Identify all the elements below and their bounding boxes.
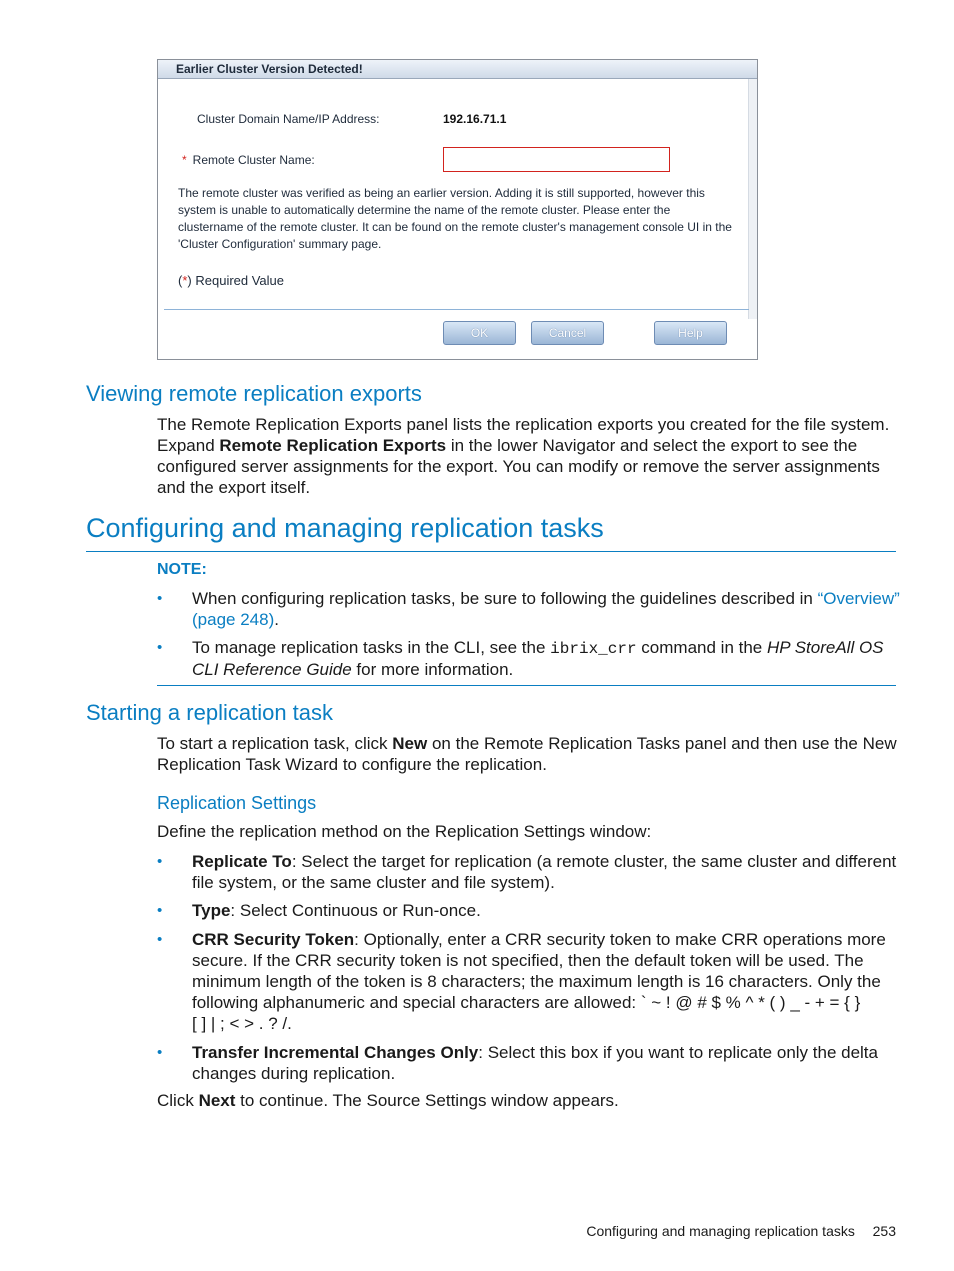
- help-button[interactable]: Help: [654, 321, 727, 345]
- bullet-icon: •: [157, 931, 163, 948]
- item-incremental-line-1: Transfer Incremental Changes Only: Select this box if you want to replicate only the delta: [192, 1043, 878, 1062]
- cli-command: ibrix_crr: [550, 640, 637, 658]
- required-marker: *: [182, 273, 188, 288]
- settings-outro: Click Next to continue. The Source Settings window appears.: [157, 1091, 619, 1110]
- ok-button[interactable]: OK: [443, 321, 516, 345]
- item-token-line-3: minimum length of the token is 8 characters; the maximum length is 16 characters. Only the: [192, 972, 881, 991]
- exports-heading: Viewing remote replication exports: [86, 381, 422, 406]
- footer-section-title: Configuring and managing replication tasks: [586, 1223, 855, 1239]
- note-bullet-1-line-2: (page 248).: [192, 610, 279, 629]
- dialog-title: Earlier Cluster Version Detected!: [158, 60, 757, 79]
- bullet-icon: •: [157, 639, 163, 656]
- cancel-button[interactable]: Cancel: [531, 321, 604, 345]
- bullet-icon: •: [157, 902, 163, 919]
- note-bullet-2-line-1: To manage replication tasks in the CLI, see the ibrix_crr command in the HP StoreAll OS: [192, 638, 884, 658]
- exports-line-4: and the export itself.: [157, 478, 311, 497]
- item-token-line-5: [ ] | ; < > . ? /.: [192, 1014, 292, 1033]
- page-ref-link[interactable]: (page 248): [192, 610, 275, 629]
- settings-intro: Define the replication method on the Replication Settings window:: [157, 822, 652, 841]
- domain-value: 192.16.71.1: [443, 112, 507, 126]
- cluster-version-dialog: [157, 59, 758, 360]
- item-token-line-1: CRR Security Token: Optionally, enter a CRR security token to make CRR operations more: [192, 930, 886, 949]
- overview-link[interactable]: “Overview”: [817, 589, 900, 608]
- required-star-icon: *: [182, 153, 187, 167]
- start-heading: Starting a replication task: [86, 700, 334, 725]
- dialog-scrollbar[interactable]: [748, 79, 757, 319]
- item-replicate-to-line-1: Replicate To: Select the target for replication (a remote cluster, the same cluster and different: [192, 852, 897, 871]
- required-value-note: (*) Required Value: [178, 273, 285, 288]
- note-label: NOTE:: [157, 561, 207, 578]
- bullet-icon: •: [157, 1044, 163, 1061]
- item-token-line-4: following alphanumeric and special characters are allowed: ` ~ ! @ # $ % ^ * ( ) _ - + = { }: [192, 993, 861, 1012]
- page-footer: [586, 1223, 896, 1239]
- note-bullet-2-line-2: CLI Reference Guide for more information.: [192, 660, 514, 679]
- item-replicate-to-line-2: file system, or the same cluster and file system).: [192, 873, 555, 892]
- item-type: Type: Select Continuous or Run-once.: [192, 901, 481, 920]
- item-token-line-2: secure. If the CRR security token is not specified, then the default token will be used. The: [192, 951, 864, 970]
- dialog-separator: [164, 309, 749, 310]
- bullet-icon: •: [157, 590, 163, 607]
- remote-name-row: [182, 153, 315, 167]
- domain-label: Cluster Domain Name/IP Address:: [197, 112, 380, 126]
- start-line-2: Replication Task Wizard to configure the replication.: [157, 755, 547, 774]
- exports-line-1: The Remote Replication Exports panel lists the replication exports you created for the file system.: [157, 415, 890, 434]
- bullet-icon: •: [157, 853, 163, 870]
- dialog-description: The remote cluster was verified as being an earlier version. Adding it is still supported, however this system is unable to automatically determine the name of the remote cluster. Please enter the clustername of the remote cluster. It can be found on the remote cluster's management console UI in the 'Cluster Configuration' summary page.: [178, 186, 732, 251]
- replication-settings-heading: Replication Settings: [157, 793, 317, 813]
- remote-name-label: Remote Cluster Name:: [192, 153, 315, 167]
- start-line-1: To start a replication task, click New on the Remote Replication Tasks panel and then use the New: [157, 734, 897, 753]
- config-heading: Configuring and managing replication tasks: [86, 513, 604, 543]
- note-rule: [157, 685, 896, 686]
- required-value-text: Required Value: [191, 273, 285, 288]
- item-incremental-line-2: changes during replication.: [192, 1064, 396, 1083]
- note-bullet-1-line-1: When configuring replication tasks, be sure to following the guidelines described in “Overview”: [192, 589, 900, 608]
- heading-rule: [86, 551, 896, 552]
- exports-line-2: Expand Remote Replication Exports in the lower Navigator and select the export to see the: [157, 436, 858, 455]
- exports-line-3: configured server assignments for the export. You can modify or remove the server assignments: [157, 457, 880, 476]
- page-number: 253: [872, 1223, 896, 1239]
- remote-cluster-name-input[interactable]: [443, 147, 670, 172]
